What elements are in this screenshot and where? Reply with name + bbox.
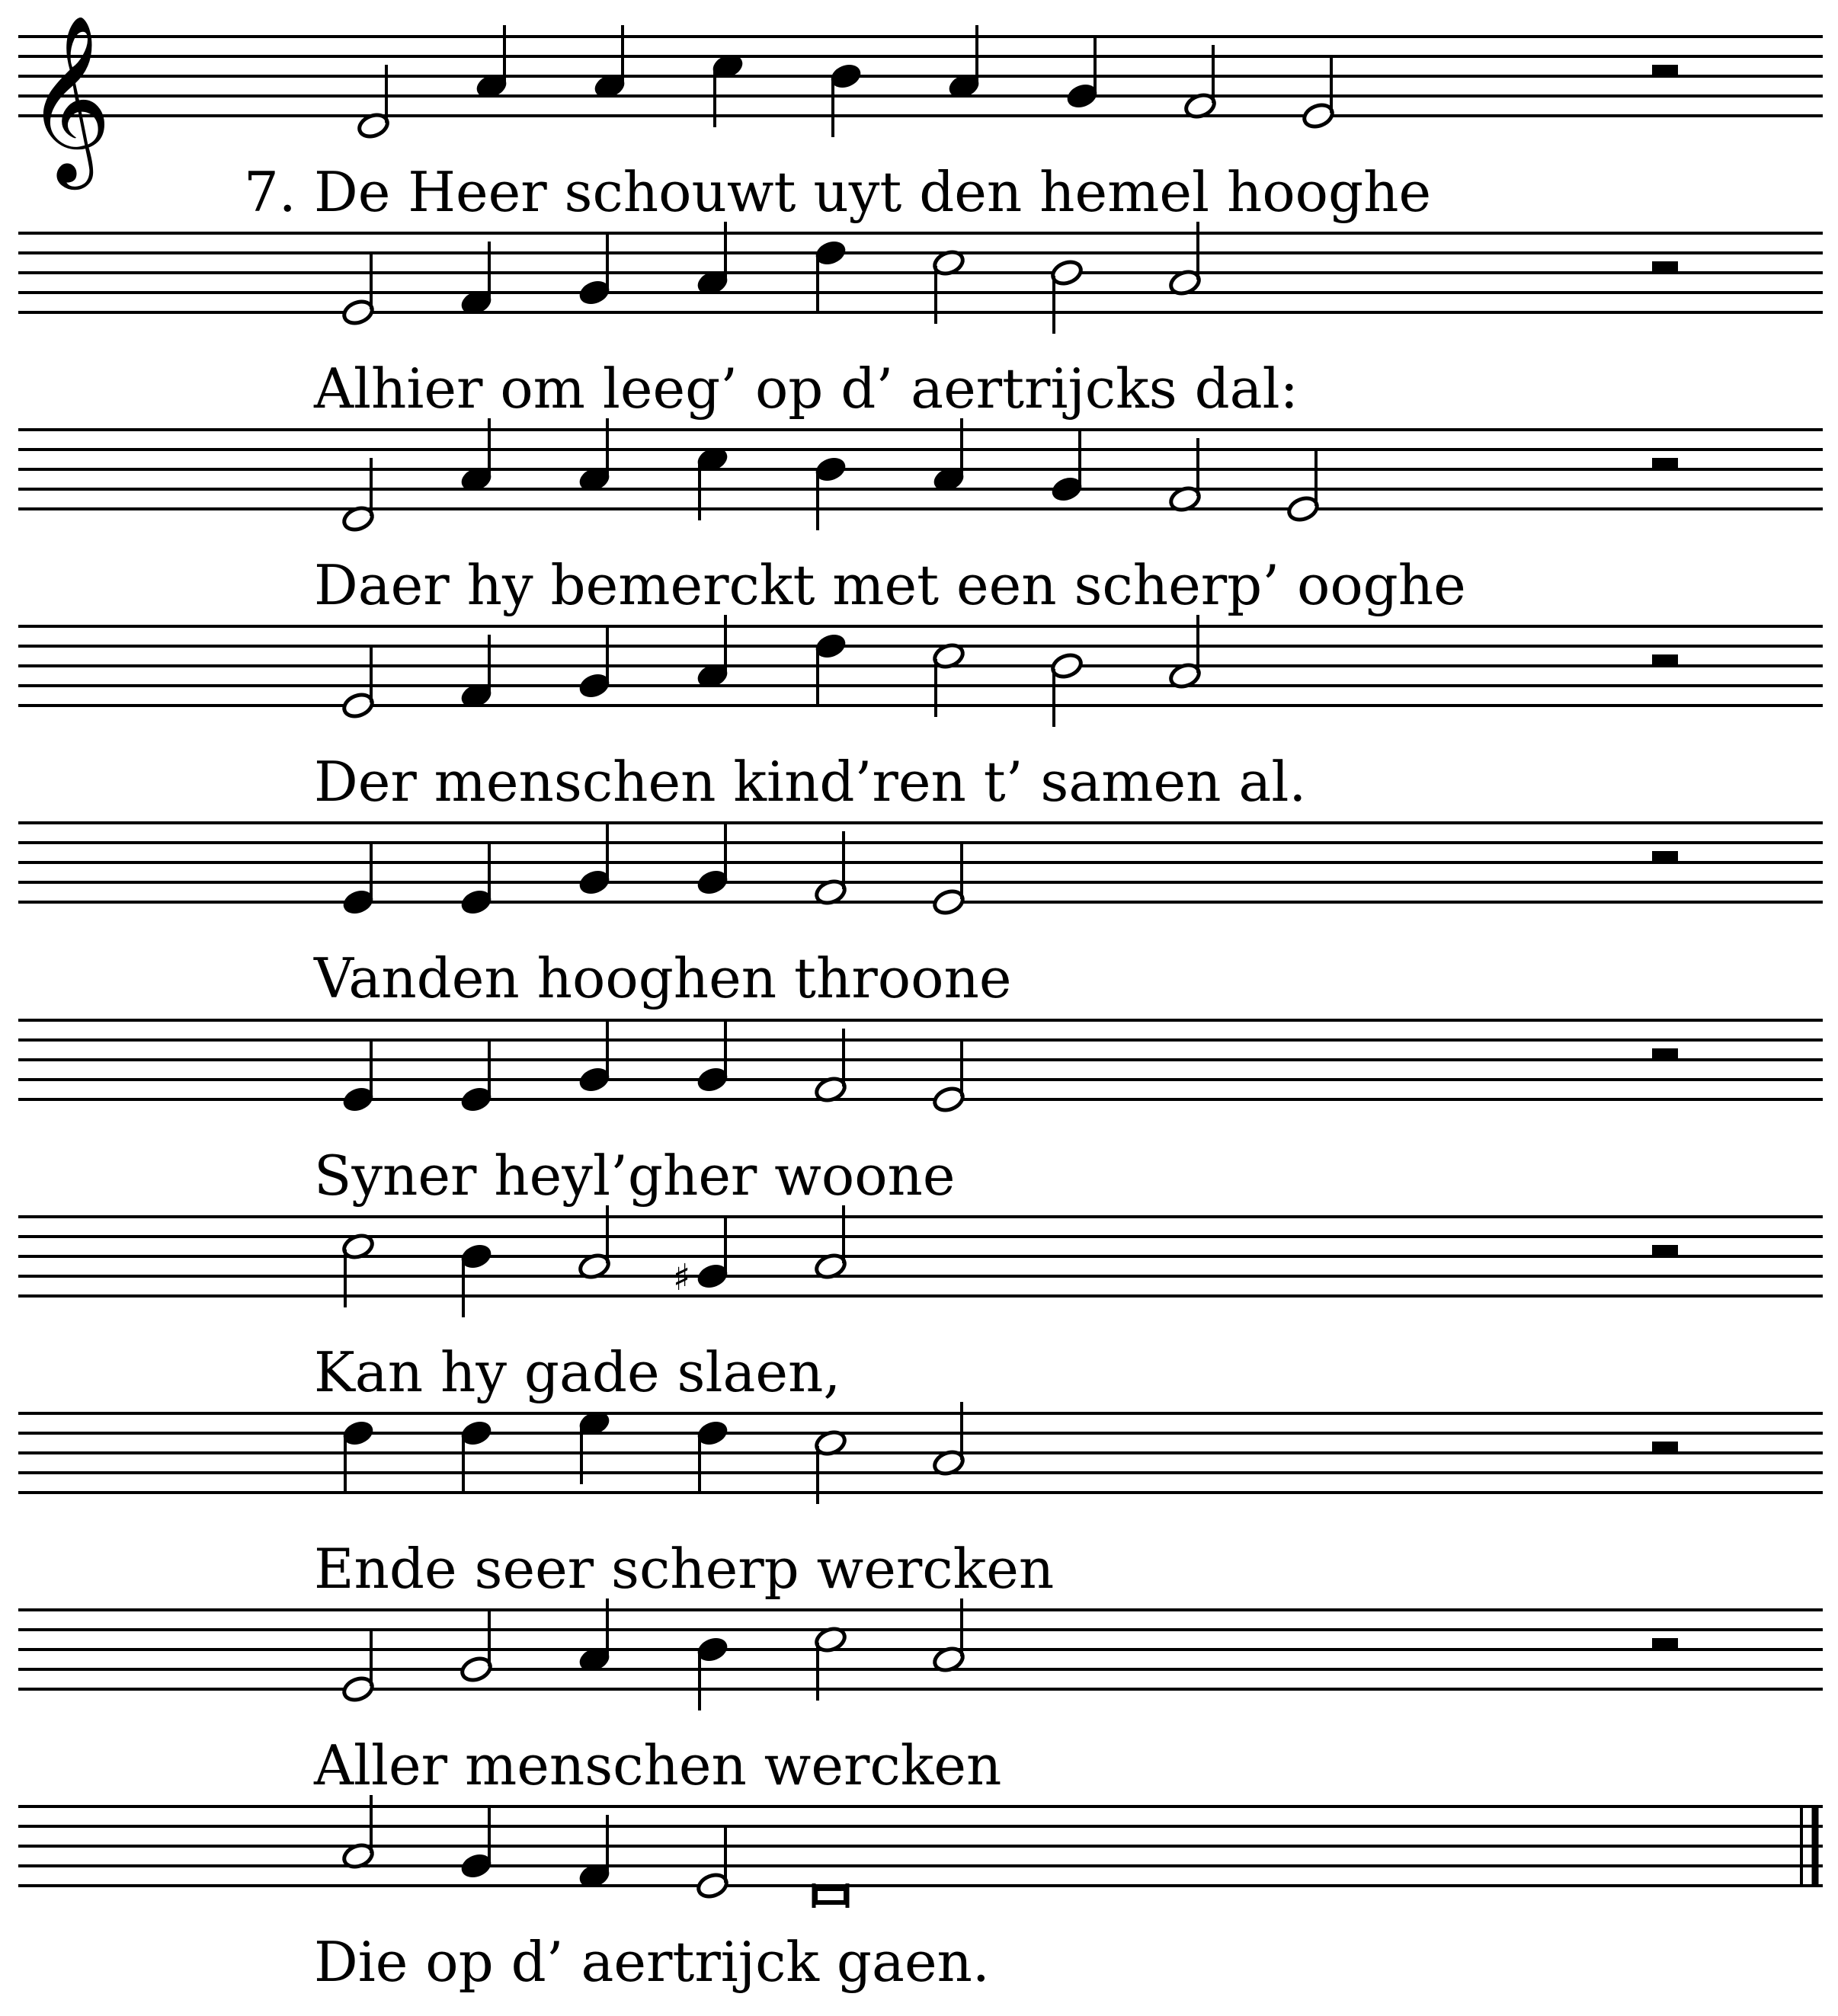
verse-number: 7. — [244, 160, 296, 224]
note — [814, 632, 848, 707]
note — [696, 1419, 730, 1494]
note — [460, 841, 494, 917]
note — [696, 821, 730, 897]
note — [829, 62, 863, 137]
breve-notehead — [815, 1889, 846, 1902]
half-rest-icon — [1652, 1245, 1678, 1256]
note — [341, 1038, 376, 1114]
staff-system — [18, 615, 1823, 814]
note — [578, 821, 612, 897]
staff-system — [18, 1402, 1823, 1601]
note — [1050, 651, 1084, 727]
note — [578, 1019, 612, 1094]
note — [460, 1038, 494, 1114]
note — [1050, 258, 1084, 334]
half-rest-icon — [1652, 1048, 1678, 1060]
note — [1302, 55, 1336, 130]
note — [578, 232, 612, 307]
note — [932, 841, 966, 917]
note — [341, 1419, 376, 1494]
note — [341, 251, 376, 327]
lyric-line: Aller menschen wercken — [314, 1733, 1002, 1797]
lyric-line: Alhier om leeg’ op d’ aertrijcks dal: — [314, 357, 1298, 421]
note — [696, 1825, 730, 1900]
lyric-line: Die op d’ aertrijck gaen. — [314, 1930, 990, 1994]
lyric-line: Vanden hooghen throone — [314, 946, 1012, 1010]
staff-system — [18, 821, 1823, 1010]
lyric-line: Daer hy bemerckt met een scherp’ ooghe — [314, 553, 1466, 617]
staff-system — [18, 1598, 1823, 1797]
half-rest-icon — [1652, 65, 1678, 76]
note — [932, 1038, 966, 1114]
half-rest-icon — [1652, 458, 1678, 469]
staff-system — [18, 222, 1823, 421]
staff-system — [18, 1795, 1823, 1994]
note — [460, 1608, 494, 1684]
note — [696, 1019, 730, 1094]
half-rest-icon — [1652, 851, 1678, 862]
note — [578, 625, 612, 700]
note — [341, 841, 376, 917]
lyric-line: De Heer schouwt uyt den hemel hooghe — [314, 160, 1432, 224]
note — [460, 1242, 494, 1317]
lyric-line: Der menschen kind’ren t’ samen al. — [314, 750, 1307, 814]
note — [1050, 428, 1084, 504]
half-rest-icon — [1652, 261, 1678, 273]
note — [460, 1805, 494, 1880]
staff-system — [18, 14, 1823, 224]
note — [814, 455, 848, 530]
half-rest-icon — [1652, 1638, 1678, 1650]
note — [1065, 35, 1100, 110]
note — [341, 1628, 376, 1704]
lyric-line: Kan hy gade slaen, — [314, 1340, 841, 1404]
lyric-line: Ende seer scherp wercken — [314, 1537, 1055, 1601]
staff-system — [18, 418, 1823, 617]
staff-system — [18, 1019, 1823, 1208]
note — [1286, 448, 1321, 523]
lyric-line: Syner heyl’gher woone — [314, 1144, 956, 1208]
note — [696, 1635, 730, 1710]
note — [341, 645, 376, 720]
sharp-sign: ♯ — [673, 1256, 691, 1299]
note — [460, 1419, 494, 1494]
staff-system — [18, 1205, 1823, 1404]
note — [814, 238, 848, 314]
half-rest-icon — [1652, 1442, 1678, 1453]
half-rest-icon — [1652, 654, 1678, 666]
note — [814, 1883, 847, 1908]
treble-clef-icon: 𝄞 — [26, 14, 112, 182]
